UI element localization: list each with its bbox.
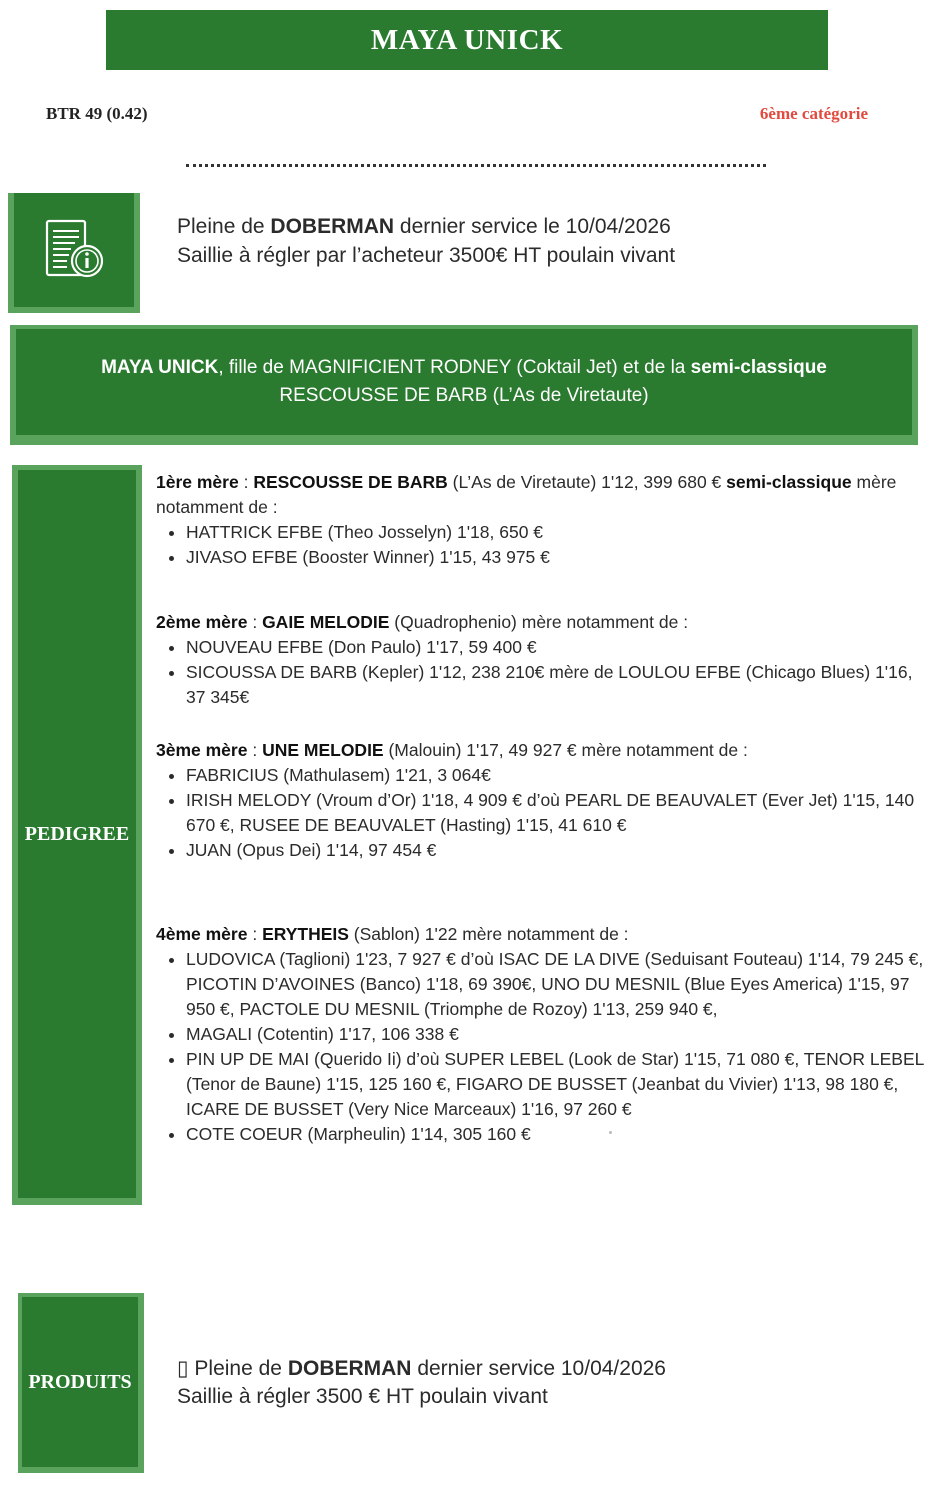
dam-4-sep: : [247,924,263,944]
pedigree-label-box [18,470,136,1198]
dam-1-sep: : [238,472,254,492]
dam-3-sep: : [247,740,263,760]
dam-2-name: GAIE MELODIE [262,612,390,632]
category-label: 6ème catégorie [759,104,868,123]
dam-4-list [156,947,928,1147]
banner-line-1 [101,354,827,382]
produits-label-box [22,1297,138,1467]
info-line-1-suffix: dernier service le 10/04/2026 [394,215,671,238]
list-item: • MAGALI (Cotentin) 1'17, 106 338 € [186,1022,928,1047]
produits-line-1 [177,1355,666,1383]
produits-text [177,1355,666,1411]
dam-1-class: semi-classique [726,472,852,492]
dam-2-heading [156,610,928,635]
title-bar [106,10,828,70]
info-text [177,212,675,270]
stallion-name: DOBERMAN [270,215,395,238]
dam-4-rank: 4ème mère [156,924,248,944]
dam-3-rank: 3ème mère [156,740,248,760]
list-item: • LUDOVICA (Taglioni) 1'23, 7 927 € d’où ISAC DE LA DIVE (Seduisant Fouteau) 1'14, 79 245 €, PICOTIN D’AVOINES (Banco) 1'18, 69 390€, UNO DU MESNIL (Blue Eyes America) 1'15, 97 950 €, PACTOLE DU MESNIL (Triomphe de Rozoy) 1'13, 259 940 €, [186,947,928,1022]
produits-stallion-name: DOBERMAN [287,1357,412,1380]
dam-3-heading [156,738,928,763]
pedigree-content [156,470,928,1147]
list-item: • NOUVEAU EFBE (Don Paulo) 1'17, 59 400 € [186,635,928,660]
dam-1-list [156,520,928,570]
dam-2-rank: 2ème mère [156,612,248,632]
produits-line-1-suffix: dernier service 10/04/2026 [411,1357,666,1380]
banner [16,329,912,435]
stray-dot [609,1131,612,1134]
dam-2-tail: (Quadrophenio) mère notamment de : [389,612,689,632]
banner-line-1-text: , fille de MAGNIFICIENT RODNEY (Coktail Jet) et de la [218,357,691,378]
dam-4-heading [156,922,928,947]
produits-label: PRODUITS [28,1370,132,1393]
list-item: • SICOUSSA DE BARB (Kepler) 1'12, 238 210€ mère de LOULOU EFBE (Chicago Blues) 1'16, 37 345€ [186,660,928,710]
info-line-1-prefix: Pleine de [177,215,271,238]
dotted-divider [186,164,766,167]
list-item: • HATTRICK EFBE (Theo Josselyn) 1'18, 650 € [186,520,928,545]
dam-4-name: ERYTHEIS [262,924,349,944]
missing-glyph-icon: ▯ [177,1357,189,1380]
dam-2-list [156,635,928,710]
page-title: MAYA UNICK [370,23,564,56]
list-item: • IRISH MELODY (Vroum d’Or) 1'18, 4 909 € d’où PEARL DE BEAUVALET (Ever Jet) 1'15, 140 670 €, RUSEE DE BEAUVALET (Hasting) 1'15, 41 610 € [186,788,928,838]
info-icon-box [14,193,134,307]
list-item: • JUAN (Opus Dei) 1'14, 97 454 € [186,838,928,863]
dam-2-sep: : [247,612,263,632]
document-info-icon [41,217,107,283]
list-item: • JIVASO EFBE (Booster Winner) 1'15, 43 975 € [186,545,928,570]
banner-line-1-bold: semi-classique [690,357,827,378]
produits-line-1-prefix: Pleine de [188,1357,288,1380]
dam-1-tail: mère notamment de : [156,472,897,517]
banner-line-2: RESCOUSSE DE BARB (L’As de Viretaute) [279,385,649,406]
dam-1-details: (L’As de Viretaute) 1'12, 399 680 € [447,472,727,492]
produits-line-2: Saillie à régler 3500 € HT poulain vivant [177,1385,548,1408]
dam-1-name: RESCOUSSE DE BARB [253,472,448,492]
banner-horse-name: MAYA UNICK [101,357,219,378]
btr-rating: BTR 49 (0.42) [46,104,148,123]
list-item: • FABRICIUS (Mathulasem) 1'21, 3 064€ [186,763,928,788]
pedigree-label: PEDIGREE [24,822,130,845]
dam-3-tail: (Malouin) 1'17, 49 927 € mère notamment de : [383,740,748,760]
dam-3-list [156,763,928,863]
list-item: • COTE COEUR (Marpheulin) 1'14, 305 160 € [186,1122,928,1147]
dam-4-tail: (Sablon) 1'22 mère notamment de : [348,924,629,944]
dam-1-heading [156,470,928,520]
info-line-1 [177,212,675,241]
dam-1-rank: 1ère mère [156,472,239,492]
list-item: • PIN UP DE MAI (Querido Ii) d’où SUPER LEBEL (Look de Star) 1'15, 71 080 €, TENOR LEBEL (Tenor de Baune) 1'15, 125 160 €, FIGARO DE BUSSET (Jeanbat du Vivier) 1'13, 98 180 €, ICARE DE BUSSET (Very Nice Marceaux) 1'16, 97 260 € [186,1047,928,1122]
info-line-2: Saillie à régler par l’acheteur 3500€ HT poulain vivant [177,244,676,267]
dam-3-name: UNE MELODIE [262,740,384,760]
